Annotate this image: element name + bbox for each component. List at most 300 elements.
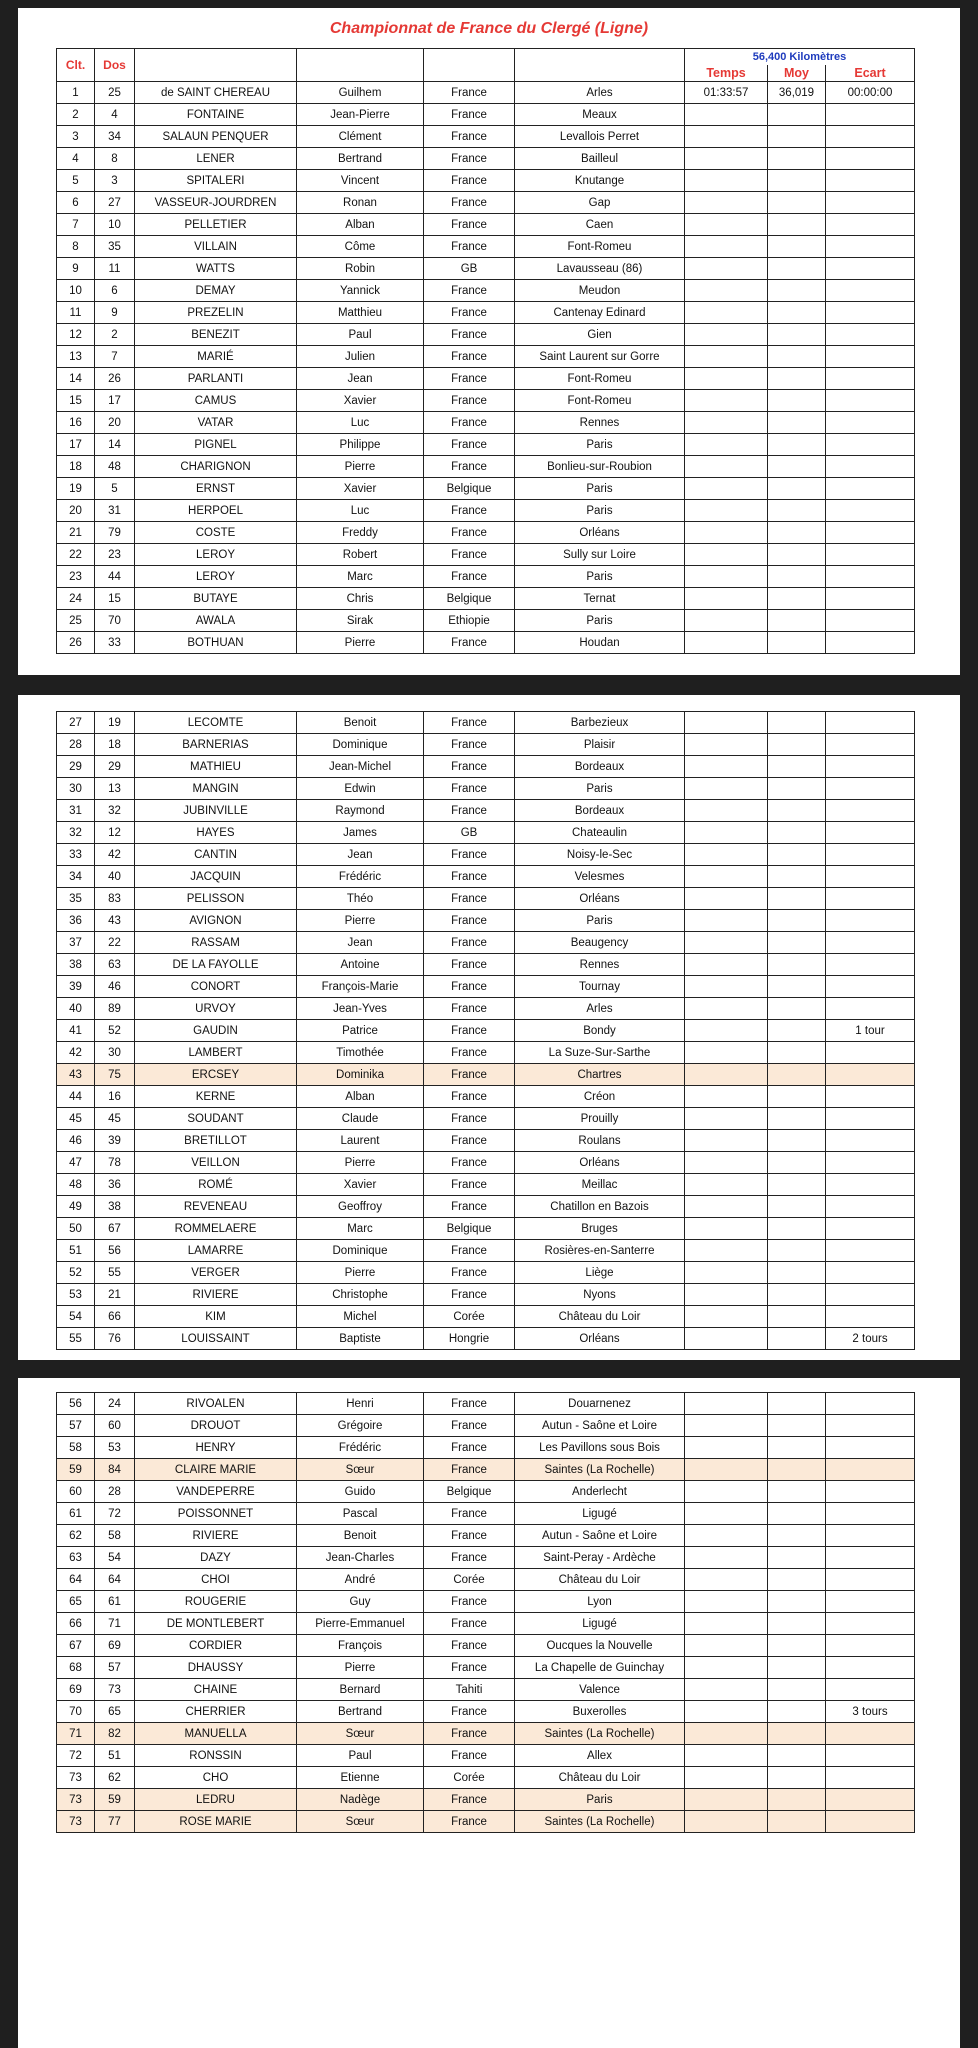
cell-pays: France xyxy=(424,844,515,866)
cell-pays: France xyxy=(424,1547,515,1569)
cell-nom: SOUDANT xyxy=(135,1108,297,1130)
cell-ecart xyxy=(826,1745,915,1767)
cell-pays: France xyxy=(424,866,515,888)
cell-dos: 71 xyxy=(95,1613,135,1635)
cell-ecart xyxy=(826,1196,915,1218)
cell-ecart xyxy=(826,1789,915,1811)
cell-nom: VASSEUR-JOURDREN xyxy=(135,192,297,214)
cell-clt: 17 xyxy=(57,434,95,456)
cell-pays: France xyxy=(424,1262,515,1284)
cell-pays: France xyxy=(424,1635,515,1657)
cell-ville: Rennes xyxy=(515,412,685,434)
cell-clt: 14 xyxy=(57,368,95,390)
cell-ecart xyxy=(826,1415,915,1437)
cell-temps xyxy=(685,500,768,522)
table-row xyxy=(57,734,915,756)
cell-prenom: Baptiste xyxy=(297,1328,424,1350)
cell-temps xyxy=(685,734,768,756)
cell-nom: RIVOALEN xyxy=(135,1393,297,1415)
cell-pays: France xyxy=(424,368,515,390)
results-table-body xyxy=(57,712,915,1350)
cell-ville: Velesmes xyxy=(515,866,685,888)
cell-dos: 58 xyxy=(95,1525,135,1547)
cell-nom: AWALA xyxy=(135,610,297,632)
cell-pays: France xyxy=(424,236,515,258)
cell-dos: 57 xyxy=(95,1657,135,1679)
cell-ville: Paris xyxy=(515,566,685,588)
cell-dos: 15 xyxy=(95,588,135,610)
cell-moy xyxy=(768,778,826,800)
cell-pays: France xyxy=(424,1415,515,1437)
cell-dos: 70 xyxy=(95,610,135,632)
cell-moy xyxy=(768,302,826,324)
cell-prenom: Théo xyxy=(297,888,424,910)
cell-pays: France xyxy=(424,712,515,734)
cell-prenom: Bertrand xyxy=(297,1701,424,1723)
cell-temps xyxy=(685,1415,768,1437)
cell-ville: Chartres xyxy=(515,1064,685,1086)
cell-dos: 64 xyxy=(95,1569,135,1591)
cell-nom: GAUDIN xyxy=(135,1020,297,1042)
cell-prenom: Julien xyxy=(297,346,424,368)
table-row xyxy=(57,478,915,500)
cell-temps xyxy=(685,456,768,478)
cell-ecart xyxy=(826,522,915,544)
cell-dos: 30 xyxy=(95,1042,135,1064)
cell-prenom: Frédéric xyxy=(297,866,424,888)
results-page-3 xyxy=(18,1378,960,2048)
cell-ecart xyxy=(826,1152,915,1174)
cell-ecart xyxy=(826,1811,915,1833)
cell-pays: Corée xyxy=(424,1767,515,1789)
cell-temps: 01:33:57 xyxy=(685,82,768,104)
cell-clt: 16 xyxy=(57,412,95,434)
cell-pays: Corée xyxy=(424,1306,515,1328)
cell-prenom: Marc xyxy=(297,566,424,588)
cell-pays: Hongrie xyxy=(424,1328,515,1350)
header-moy: Moy xyxy=(768,65,826,82)
cell-clt: 53 xyxy=(57,1284,95,1306)
cell-temps xyxy=(685,932,768,954)
table-row xyxy=(57,236,915,258)
cell-dos: 35 xyxy=(95,236,135,258)
cell-ecart xyxy=(826,1723,915,1745)
cell-pays: France xyxy=(424,324,515,346)
cell-ville: Château du Loir xyxy=(515,1569,685,1591)
header-ecart: Ecart xyxy=(826,65,915,82)
cell-clt: 66 xyxy=(57,1613,95,1635)
cell-temps xyxy=(685,756,768,778)
cell-temps xyxy=(685,588,768,610)
cell-dos: 45 xyxy=(95,1108,135,1130)
cell-prenom: Michel xyxy=(297,1306,424,1328)
cell-moy xyxy=(768,324,826,346)
cell-ecart xyxy=(826,368,915,390)
cell-prenom: Etienne xyxy=(297,1767,424,1789)
cell-nom: LAMBERT xyxy=(135,1042,297,1064)
cell-prenom: Pierre xyxy=(297,1657,424,1679)
cell-pays: France xyxy=(424,778,515,800)
cell-ville: Bonlieu-sur-Roubion xyxy=(515,456,685,478)
cell-prenom: Freddy xyxy=(297,522,424,544)
table-row xyxy=(57,866,915,888)
cell-prenom: Ronan xyxy=(297,192,424,214)
cell-dos: 28 xyxy=(95,1481,135,1503)
cell-moy xyxy=(768,1306,826,1328)
cell-ville: Bondy xyxy=(515,1020,685,1042)
cell-moy xyxy=(768,192,826,214)
cell-dos: 3 xyxy=(95,170,135,192)
cell-nom: WATTS xyxy=(135,258,297,280)
header-blank xyxy=(424,49,515,82)
cell-nom: VANDEPERRE xyxy=(135,1481,297,1503)
cell-pays: Tahiti xyxy=(424,1679,515,1701)
cell-nom: ROUGERIE xyxy=(135,1591,297,1613)
cell-prenom: Philippe xyxy=(297,434,424,456)
cell-ville: Autun - Saône et Loire xyxy=(515,1415,685,1437)
cell-dos: 60 xyxy=(95,1415,135,1437)
cell-nom: de SAINT CHEREAU xyxy=(135,82,297,104)
cell-ville: Paris xyxy=(515,434,685,456)
cell-nom: BRETILLOT xyxy=(135,1130,297,1152)
cell-moy xyxy=(768,822,826,844)
cell-pays: France xyxy=(424,756,515,778)
table-row xyxy=(57,390,915,412)
cell-prenom: Clément xyxy=(297,126,424,148)
cell-nom: HENRY xyxy=(135,1437,297,1459)
cell-pays: France xyxy=(424,1811,515,1833)
cell-temps xyxy=(685,368,768,390)
table-row xyxy=(57,1020,915,1042)
cell-prenom: Nadège xyxy=(297,1789,424,1811)
cell-temps xyxy=(685,1789,768,1811)
table-row xyxy=(57,822,915,844)
results-table-2 xyxy=(56,711,915,1350)
cell-dos: 63 xyxy=(95,954,135,976)
cell-pays: France xyxy=(424,280,515,302)
cell-moy xyxy=(768,866,826,888)
cell-ecart xyxy=(826,1525,915,1547)
cell-moy xyxy=(768,1328,826,1350)
cell-moy xyxy=(768,566,826,588)
cell-prenom: Yannick xyxy=(297,280,424,302)
cell-temps xyxy=(685,822,768,844)
cell-ecart xyxy=(826,954,915,976)
cell-moy xyxy=(768,1459,826,1481)
cell-pays: France xyxy=(424,1525,515,1547)
cell-nom: HAYES xyxy=(135,822,297,844)
cell-moy xyxy=(768,1130,826,1152)
cell-temps xyxy=(685,1152,768,1174)
cell-nom: LEROY xyxy=(135,544,297,566)
cell-ecart xyxy=(826,214,915,236)
cell-nom: CHO xyxy=(135,1767,297,1789)
cell-ville: Douarnenez xyxy=(515,1393,685,1415)
cell-ecart xyxy=(826,800,915,822)
cell-temps xyxy=(685,998,768,1020)
cell-ecart xyxy=(826,412,915,434)
cell-temps xyxy=(685,1130,768,1152)
table-row xyxy=(57,522,915,544)
cell-pays: France xyxy=(424,1657,515,1679)
cell-clt: 28 xyxy=(57,734,95,756)
table-row xyxy=(57,1415,915,1437)
cell-clt: 25 xyxy=(57,610,95,632)
table-row xyxy=(57,500,915,522)
cell-moy xyxy=(768,258,826,280)
table-row xyxy=(57,1723,915,1745)
table-row xyxy=(57,1459,915,1481)
cell-prenom: Jean-Charles xyxy=(297,1547,424,1569)
cell-prenom: Jean-Yves xyxy=(297,998,424,1020)
cell-ecart xyxy=(826,456,915,478)
cell-clt: 65 xyxy=(57,1591,95,1613)
cell-ville: Barbezieux xyxy=(515,712,685,734)
cell-prenom: Benoit xyxy=(297,1525,424,1547)
cell-ville: Meillac xyxy=(515,1174,685,1196)
table-row xyxy=(57,148,915,170)
cell-clt: 6 xyxy=(57,192,95,214)
cell-ecart xyxy=(826,1218,915,1240)
cell-clt: 22 xyxy=(57,544,95,566)
cell-pays: France xyxy=(424,1613,515,1635)
cell-nom: DHAUSSY xyxy=(135,1657,297,1679)
cell-ecart: 2 tours xyxy=(826,1328,915,1350)
cell-clt: 36 xyxy=(57,910,95,932)
cell-temps xyxy=(685,1745,768,1767)
cell-pays: GB xyxy=(424,822,515,844)
cell-moy xyxy=(768,1020,826,1042)
cell-clt: 32 xyxy=(57,822,95,844)
cell-moy xyxy=(768,1218,826,1240)
cell-ecart xyxy=(826,544,915,566)
cell-clt: 5 xyxy=(57,170,95,192)
cell-pays: Ethiopie xyxy=(424,610,515,632)
cell-ecart xyxy=(826,976,915,998)
cell-pays: France xyxy=(424,104,515,126)
cell-prenom: Timothée xyxy=(297,1042,424,1064)
cell-prenom: Pierre xyxy=(297,1262,424,1284)
cell-prenom: Jean xyxy=(297,932,424,954)
cell-ecart xyxy=(826,1393,915,1415)
cell-moy xyxy=(768,1086,826,1108)
cell-clt: 7 xyxy=(57,214,95,236)
table-row xyxy=(57,1196,915,1218)
table-row xyxy=(57,888,915,910)
cell-temps xyxy=(685,1591,768,1613)
cell-prenom: Dominique xyxy=(297,734,424,756)
table-row xyxy=(57,1218,915,1240)
cell-clt: 10 xyxy=(57,280,95,302)
cell-clt: 41 xyxy=(57,1020,95,1042)
cell-moy xyxy=(768,1811,826,1833)
cell-nom: ROMMELAERE xyxy=(135,1218,297,1240)
cell-nom: RASSAM xyxy=(135,932,297,954)
cell-prenom: Pierre xyxy=(297,456,424,478)
cell-clt: 42 xyxy=(57,1042,95,1064)
cell-dos: 82 xyxy=(95,1723,135,1745)
cell-moy xyxy=(768,236,826,258)
cell-pays: France xyxy=(424,148,515,170)
cell-moy xyxy=(768,104,826,126)
table-row xyxy=(57,1547,915,1569)
cell-ville: Beaugency xyxy=(515,932,685,954)
cell-nom: ROMÉ xyxy=(135,1174,297,1196)
cell-ville: Levallois Perret xyxy=(515,126,685,148)
cell-ville: Font-Romeu xyxy=(515,236,685,258)
cell-moy xyxy=(768,756,826,778)
cell-prenom: Sœur xyxy=(297,1459,424,1481)
cell-prenom: François xyxy=(297,1635,424,1657)
cell-dos: 52 xyxy=(95,1020,135,1042)
cell-ville: La Chapelle de Guinchay xyxy=(515,1657,685,1679)
cell-temps xyxy=(685,1393,768,1415)
cell-moy xyxy=(768,1284,826,1306)
table-row xyxy=(57,1262,915,1284)
cell-prenom: Raymond xyxy=(297,800,424,822)
table-row xyxy=(57,214,915,236)
cell-temps xyxy=(685,1503,768,1525)
cell-ecart xyxy=(826,1767,915,1789)
table-row xyxy=(57,126,915,148)
cell-prenom: Chris xyxy=(297,588,424,610)
cell-nom: LEROY xyxy=(135,566,297,588)
cell-nom: LENER xyxy=(135,148,297,170)
table-row xyxy=(57,632,915,654)
cell-temps xyxy=(685,844,768,866)
cell-nom: VILLAIN xyxy=(135,236,297,258)
table-row xyxy=(57,1130,915,1152)
table-row xyxy=(57,998,915,1020)
cell-nom: PREZELIN xyxy=(135,302,297,324)
table-row xyxy=(57,1569,915,1591)
table-row xyxy=(57,302,915,324)
cell-dos: 4 xyxy=(95,104,135,126)
cell-prenom: Guy xyxy=(297,1591,424,1613)
cell-nom: PELISSON xyxy=(135,888,297,910)
cell-pays: France xyxy=(424,434,515,456)
table-row xyxy=(57,1108,915,1130)
table-row xyxy=(57,1064,915,1086)
cell-temps xyxy=(685,866,768,888)
cell-pays: France xyxy=(424,1174,515,1196)
cell-nom: RIVIERE xyxy=(135,1525,297,1547)
cell-clt: 1 xyxy=(57,82,95,104)
cell-dos: 6 xyxy=(95,280,135,302)
cell-dos: 33 xyxy=(95,632,135,654)
cell-dos: 44 xyxy=(95,566,135,588)
cell-ecart xyxy=(826,148,915,170)
cell-pays: France xyxy=(424,1723,515,1745)
cell-nom: CHAINE xyxy=(135,1679,297,1701)
cell-ecart xyxy=(826,1086,915,1108)
cell-ecart xyxy=(826,1108,915,1130)
cell-clt: 47 xyxy=(57,1152,95,1174)
cell-temps xyxy=(685,148,768,170)
table-row xyxy=(57,756,915,778)
cell-dos: 31 xyxy=(95,500,135,522)
table-row xyxy=(57,566,915,588)
table-row xyxy=(57,1481,915,1503)
cell-dos: 62 xyxy=(95,1767,135,1789)
header-distance: 56,400 Kilomètres xyxy=(685,49,915,66)
cell-moy xyxy=(768,588,826,610)
table-row xyxy=(57,82,915,104)
table-row xyxy=(57,1503,915,1525)
cell-pays: France xyxy=(424,976,515,998)
cell-pays: France xyxy=(424,82,515,104)
cell-pays: France xyxy=(424,734,515,756)
cell-nom: BOTHUAN xyxy=(135,632,297,654)
cell-prenom: Edwin xyxy=(297,778,424,800)
cell-pays: France xyxy=(424,126,515,148)
cell-pays: France xyxy=(424,1042,515,1064)
cell-dos: 73 xyxy=(95,1679,135,1701)
cell-prenom: Sœur xyxy=(297,1811,424,1833)
cell-temps xyxy=(685,778,768,800)
cell-temps xyxy=(685,1284,768,1306)
cell-moy xyxy=(768,1240,826,1262)
cell-ecart: 00:00:00 xyxy=(826,82,915,104)
cell-dos: 9 xyxy=(95,302,135,324)
cell-pays: France xyxy=(424,1020,515,1042)
cell-nom: DE MONTLEBERT xyxy=(135,1613,297,1635)
cell-prenom: Jean-Pierre xyxy=(297,104,424,126)
table-row xyxy=(57,456,915,478)
cell-temps xyxy=(685,1437,768,1459)
cell-moy xyxy=(768,1679,826,1701)
cell-ville: Font-Romeu xyxy=(515,390,685,412)
cell-pays: France xyxy=(424,1196,515,1218)
cell-prenom: Robin xyxy=(297,258,424,280)
cell-dos: 76 xyxy=(95,1328,135,1350)
cell-ecart: 1 tour xyxy=(826,1020,915,1042)
cell-pays: Belgique xyxy=(424,588,515,610)
cell-moy xyxy=(768,932,826,954)
cell-moy xyxy=(768,1064,826,1086)
cell-dos: 7 xyxy=(95,346,135,368)
cell-dos: 59 xyxy=(95,1789,135,1811)
cell-ecart xyxy=(826,844,915,866)
cell-clt: 59 xyxy=(57,1459,95,1481)
cell-moy xyxy=(768,1503,826,1525)
cell-temps xyxy=(685,1635,768,1657)
cell-prenom: Luc xyxy=(297,412,424,434)
cell-dos: 5 xyxy=(95,478,135,500)
cell-nom: CANTIN xyxy=(135,844,297,866)
cell-prenom: André xyxy=(297,1569,424,1591)
cell-nom: LOUISSAINT xyxy=(135,1328,297,1350)
cell-ville: Saintes (La Rochelle) xyxy=(515,1811,685,1833)
cell-dos: 13 xyxy=(95,778,135,800)
cell-dos: 16 xyxy=(95,1086,135,1108)
cell-ville: Sully sur Loire xyxy=(515,544,685,566)
cell-nom: VERGER xyxy=(135,1262,297,1284)
cell-moy xyxy=(768,126,826,148)
cell-nom: REVENEAU xyxy=(135,1196,297,1218)
cell-temps xyxy=(685,566,768,588)
cell-nom: PARLANTI xyxy=(135,368,297,390)
cell-ecart xyxy=(826,434,915,456)
cell-nom: URVOY xyxy=(135,998,297,1020)
table-row xyxy=(57,1086,915,1108)
cell-moy xyxy=(768,346,826,368)
cell-ville: Arles xyxy=(515,82,685,104)
cell-ecart xyxy=(826,1437,915,1459)
cell-temps xyxy=(685,800,768,822)
cell-prenom: François-Marie xyxy=(297,976,424,998)
cell-ville: Buxerolles xyxy=(515,1701,685,1723)
